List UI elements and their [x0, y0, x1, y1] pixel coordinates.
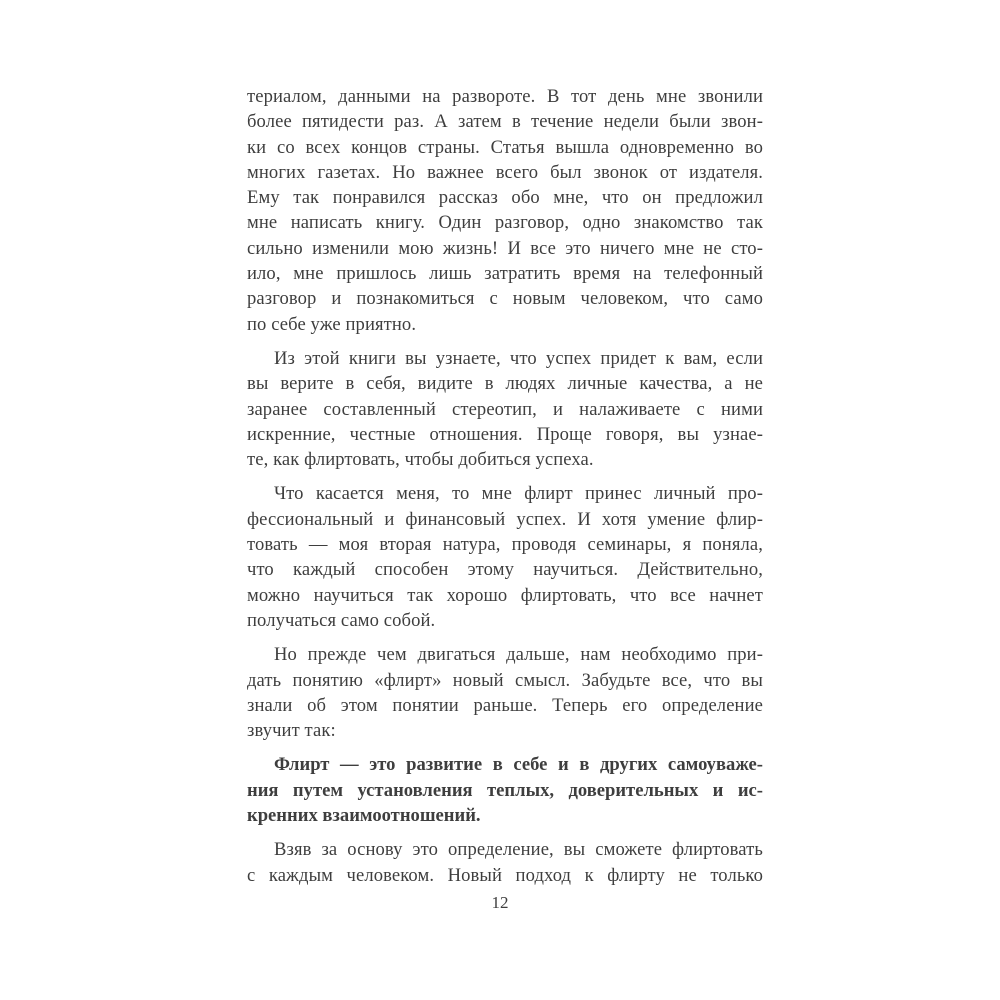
page-number: 12 — [491, 893, 509, 912]
text-line: ило, мне пришлось лишь затратить время на телефонный — [247, 263, 763, 285]
text-line: знали об этом понятии раньше. Теперь его определение — [247, 694, 763, 716]
text-line: дать понятию «флирт» новый смысл. Забудьте все, что вы — [247, 669, 763, 691]
text-line: звучит так: — [247, 720, 336, 742]
paragraph — [247, 837, 763, 888]
text-line: кренних взаимоотношений. — [247, 805, 481, 827]
text-line: заранее составленный стереотип, и налаживаете с ними — [247, 398, 763, 420]
text-line: можно научиться так хорошо флиртовать, что все начнет — [247, 584, 763, 606]
text-line: фессиональный и финансовый успех. И хотя умение флир- — [247, 508, 763, 530]
text-line: мне написать книгу. Один разговор, одно знакомство так — [247, 212, 763, 234]
text-line: более пятидести раз. А затем в течение недели были звон- — [247, 111, 763, 133]
text-line: с каждым человеком. Новый подход к флирту не только — [247, 864, 763, 886]
page-text-block — [247, 84, 763, 897]
text-line: Ему так понравился рассказ обо мне, что он предложил — [247, 187, 763, 209]
paragraph-definition — [247, 752, 763, 828]
text-line: те, как флиртовать, чтобы добиться успеха. — [247, 449, 594, 471]
text-line: Но прежде чем двигаться дальше, нам необходимо при- — [274, 644, 763, 666]
text-line: ки со всех концов страны. Статья вышла одновременно во — [247, 136, 763, 158]
paragraph — [247, 642, 763, 743]
text-line: Из этой книги вы узнаете, что успех придет к вам, если — [274, 347, 763, 369]
text-line: по себе уже приятно. — [247, 313, 417, 335]
text-line: ния путем установления теплых, доверительных и ис- — [247, 779, 763, 801]
text-line: товать — моя вторая натура, проводя семинары, я поняла, — [247, 534, 763, 556]
text-line: Флирт — это развитие в себе и в других самоуваже- — [274, 754, 763, 776]
text-line: что каждый способен этому научиться. Действительно, — [247, 559, 763, 581]
text-line: вы верите в себя, видите в людях личные качества, а не — [247, 373, 763, 395]
text-line: Взяв за основу это определение, вы сможете флиртовать — [274, 839, 763, 861]
text-line: сильно изменили мою жизнь! И все это ничего мне не сто- — [247, 237, 763, 259]
paragraph — [247, 346, 763, 472]
paragraph — [247, 481, 763, 633]
paragraph — [247, 84, 763, 337]
text-line: териалом, данными на развороте. В тот день мне звонили — [247, 86, 763, 107]
text-line: искренние, честные отношения. Проще говоря, вы узнае- — [247, 423, 763, 445]
text-line: Что касается меня, то мне флирт принес личный про- — [274, 483, 763, 505]
text-line: разговор и познакомиться с новым человеком, что само — [247, 288, 763, 310]
text-line: получаться само собой. — [247, 609, 436, 631]
text-line: многих газетах. Но важнее всего был звонок от издателя. — [247, 161, 763, 183]
